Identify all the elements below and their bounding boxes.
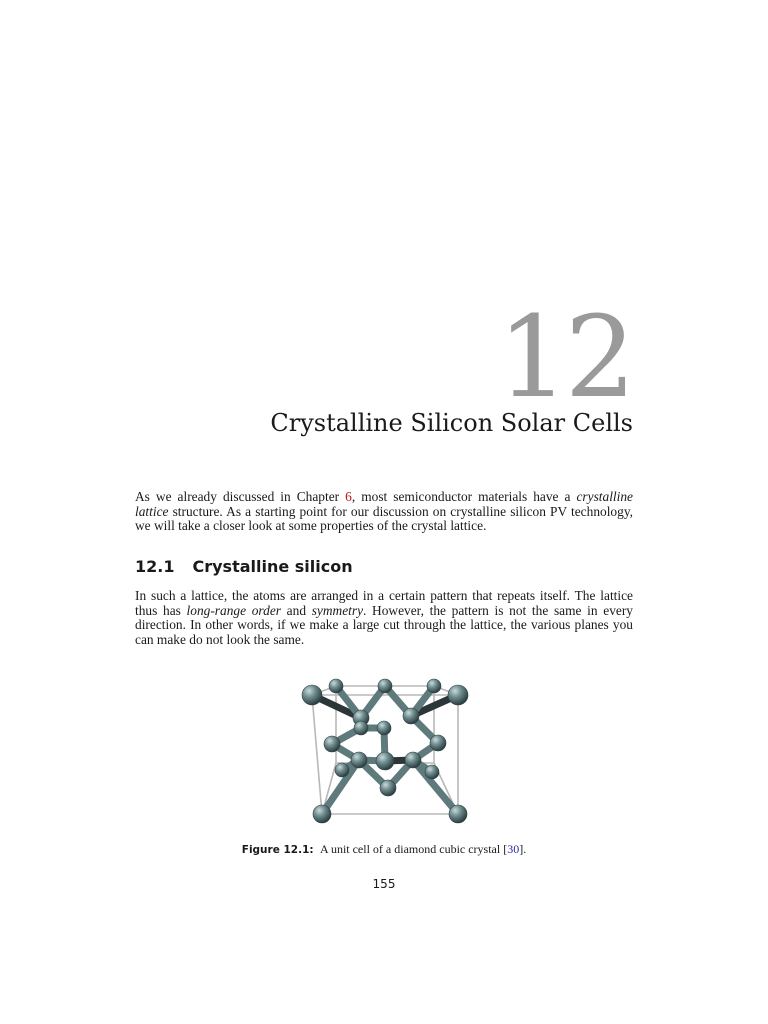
- intro-paragraph: [135, 490, 633, 534]
- figure-caption-text: A unit cell of a diamond cubic crystal [: [319, 842, 508, 856]
- lattice-text-1: In such a lattice, the atoms are arranged in a certain pattern that repeats itself. The lattice thus has: [135, 588, 633, 618]
- intro-text-2: , most semiconductor materials have a: [351, 489, 577, 504]
- section-heading: [135, 557, 353, 576]
- atom-f6: [425, 765, 439, 779]
- lattice-text-3: . However, the pattern is not the same in every direction. In other words, if we make a large cut through the lattice, the various planes you can make do not look the same.: [135, 602, 634, 647]
- figure-caption: [0, 842, 768, 857]
- section-title: Crystalline silicon: [192, 557, 353, 576]
- atom-c2: [448, 685, 468, 705]
- term-crystalline-lattice: crystalline lattice: [135, 489, 633, 519]
- atom-f4: [376, 752, 394, 770]
- diamond-cubic-unit-cell-image: [298, 668, 474, 830]
- term-long-range-order: long-range order: [186, 602, 281, 618]
- figure-caption-end: ].: [519, 842, 527, 856]
- atom-m1: [354, 721, 368, 735]
- page-number: 155: [372, 877, 396, 891]
- atom-c4: [427, 679, 441, 693]
- atom-m2: [377, 721, 391, 735]
- citation-30-link[interactable]: 30: [507, 842, 520, 856]
- chapter-number: 12: [497, 293, 632, 423]
- atom-f7: [380, 780, 396, 796]
- atom-c6: [449, 805, 467, 823]
- atom-f5: [335, 763, 349, 777]
- atom-t4: [405, 752, 421, 768]
- chapter-6-link[interactable]: 6: [345, 489, 352, 504]
- atom-f1: [378, 679, 392, 693]
- atom-c5: [313, 805, 331, 823]
- lattice-paragraph: [135, 589, 633, 647]
- term-symmetry: symmetry: [311, 602, 364, 618]
- atom-f2: [324, 736, 340, 752]
- intro-text-1: As we already discussed in Chapter: [135, 489, 346, 504]
- atom-c1: [302, 685, 322, 705]
- lattice-text-2: and: [281, 602, 312, 618]
- chapter-title: Crystalline Silicon Solar Cells: [270, 409, 633, 437]
- section-number: 12.1: [135, 557, 175, 576]
- atom-f3: [430, 735, 446, 751]
- atom-c3: [329, 679, 343, 693]
- figure-label: Figure 12.1:: [241, 844, 314, 856]
- atom-t3: [351, 752, 367, 768]
- intro-text-3: structure. As a starting point for our discussion on crystalline silicon PV technology, we will take a closer look at some properties of the crystal lattice.: [135, 503, 633, 534]
- atom-t2: [403, 708, 419, 724]
